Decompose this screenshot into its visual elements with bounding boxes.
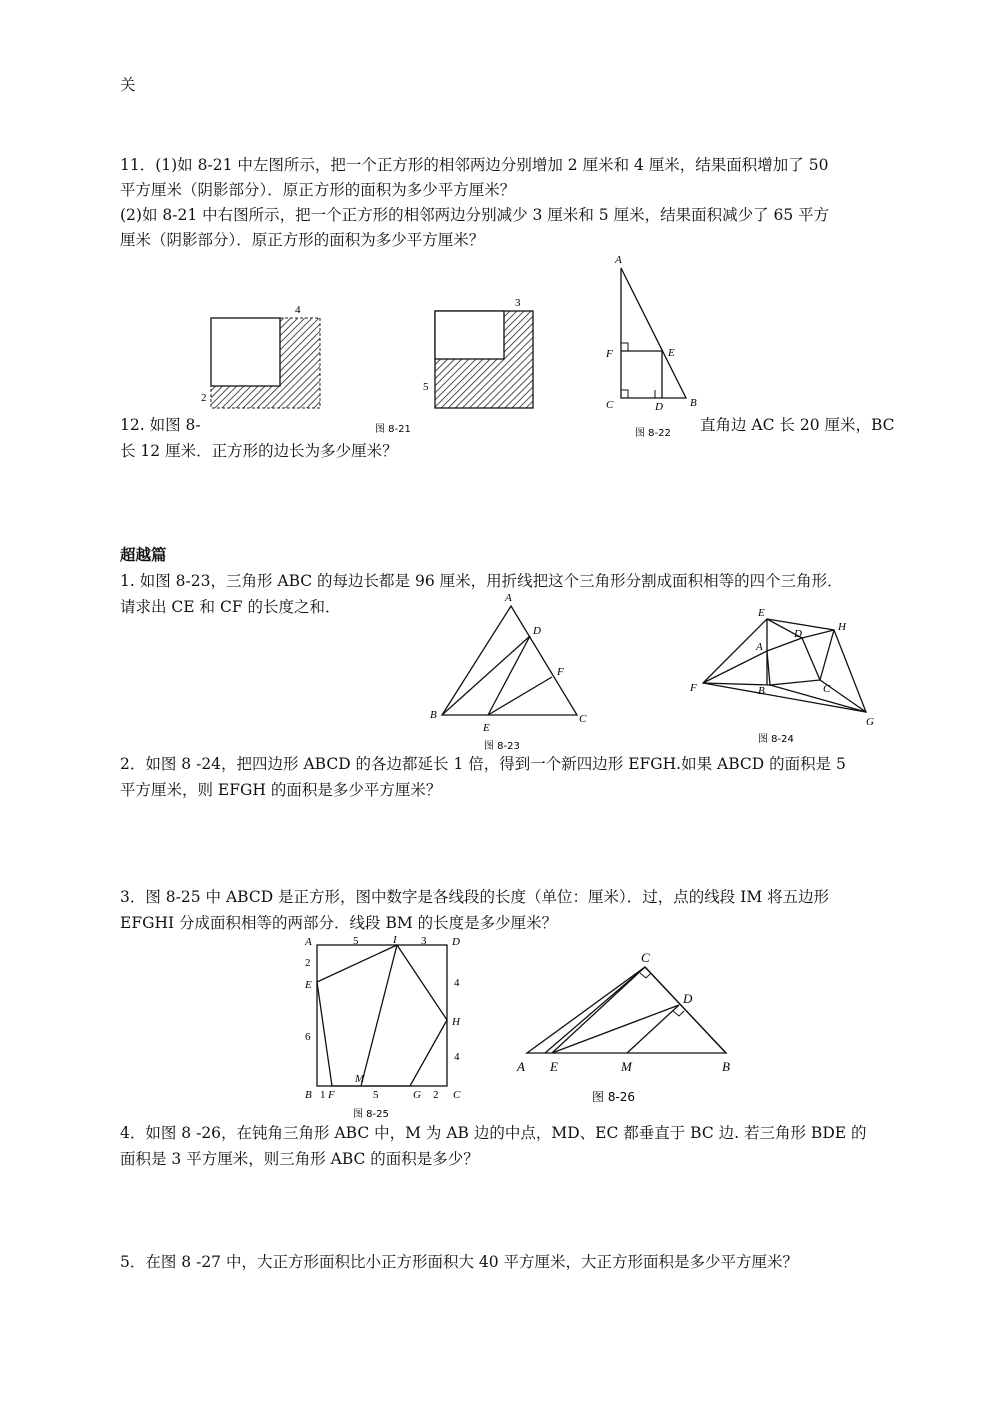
p2-line-2: 平方厘米，则 EFGH 的面积是多少平方厘米？ [120,781,442,799]
fig825-num-EB: 6 [305,1031,311,1043]
fig823-label-A: A [505,592,512,604]
fig826-label-M: M [621,1059,632,1074]
fig825-num-AE: 2 [305,957,311,969]
fig824-label-D: D [794,628,802,640]
p4-line-2: 面积是 3 平方厘米，则三角形 ABC 的面积是多少？ [120,1150,479,1168]
fig825-num-FG: 5 [373,1089,379,1101]
fig824-caption: 图 8-24 [758,734,794,745]
fig825-num-ID: 3 [421,935,427,947]
fig826-label-D: D [683,991,693,1006]
fig825-num-DH: 4 [454,977,460,989]
fig822-label-D: D [655,401,663,413]
fig825-label-A: A [305,936,312,948]
fig821-right-side-label: 5 [423,381,429,393]
section-title: 超越篇 [120,546,167,564]
p1-line-2: 请求出 CE 和 CF 的长度之和． [120,598,341,616]
fig823-label-B: B [430,709,437,721]
q11-line-2: 平方厘米（阴影部分）．原正方形的面积为多少平方厘米？ [120,181,516,199]
fig826-label-E: E [550,1059,558,1074]
fig821-right-top-label: 3 [515,297,521,309]
q11-line-4: 厘米（阴影部分）．原正方形的面积为多少平方厘米？ [120,231,485,249]
fig823-label-D: D [533,625,541,637]
fig821-left-square [211,318,280,386]
fig825-label-I: I [393,934,397,946]
fig821-right-unshaded [435,311,504,359]
fig822-label-F: F [606,348,613,360]
fig825-label-B: B [305,1089,312,1101]
fig821-left-top-label: 4 [295,304,301,316]
fig821-caption: 图 8-21 [375,424,411,435]
fig825-num-BF: 1 [320,1089,326,1101]
fig824-label-B: B [758,685,765,697]
fig825-label-H: H [452,1016,460,1028]
fig825-num-GC: 2 [433,1089,439,1101]
p5-line-1: 5．在图 8 -27 中，大正方形面积比小正方形面积大 40 平方厘米，大正方形面积是多少平方厘米？ [120,1253,799,1271]
fig826-label-B: B [722,1059,730,1074]
fig825-num-HC: 4 [454,1051,460,1063]
top-fragment: 关 [120,76,136,94]
fig823-label-E: E [483,722,490,734]
fig825-label-E: E [305,979,312,991]
fig825-num-AI: 5 [353,935,359,947]
q11-line-1: 11．(1)如 8-21 中左图所示，把一个正方形的相邻两边分别增加 2 厘米和 4 厘米，结果面积增加了 50 [120,156,829,174]
fig825-label-D: D [452,936,460,948]
q12-end: 直角边 AC 长 20 厘米，BC [700,416,895,434]
fig821-left-side-label: 2 [201,392,207,404]
p3-line-2: EFGHI 分成面积相等的两部分．线段 BM 的长度是多少厘米？ [120,914,558,932]
fig823-label-F: F [557,666,564,678]
fig822-caption: 图 8-22 [635,428,671,439]
p1-line-1: 1. 如图 8-23，三角形 ABC 的每边长都是 96 厘米，用折线把这个三角形分割成面积相等的四个三角形． [120,572,843,590]
fig824-label-F: F [690,682,697,694]
fig824-label-A: A [756,641,763,653]
fig822-label-A: A [615,254,622,266]
fig822-label-B: B [690,397,697,409]
q12-line-2: 长 12 厘米．正方形的边长为多少厘米？ [120,442,398,460]
fig824-label-G: G [866,716,874,728]
fig825-label-C: C [453,1089,461,1101]
fig821-left-shaded [211,318,320,408]
fig821-right-square [435,311,533,408]
fig822-label-E: E [668,347,675,359]
q12-start: 12. 如图 8- [120,416,201,434]
p3-line-1: 3．图 8-25 中 ABCD 是正方形，图中数字是各线段的长度（单位：厘米）．过，点的线段 IM 将五边形 [120,888,830,906]
fig824-label-H: H [838,621,846,633]
fig825-label-M: M [355,1073,365,1085]
fig825-label-F: F [328,1089,335,1101]
q11-line-3: (2)如 8-21 中右图所示，把一个正方形的相邻两边分别减少 3 厘米和 5 厘米，结果面积减少了 65 平方 [120,206,830,224]
fig822-label-C: C [606,399,614,411]
fig825-caption: 图 8-25 [353,1109,389,1120]
fig823-caption: 图 8-23 [484,741,520,752]
fig826-caption: 图 8-26 [592,1090,636,1104]
p4-line-1: 4．如图 8 -26，在钝角三角形 ABC 中，M 为 AB 边的中点，MD、EC 都垂直于 BC 边. 若三角形 BDE 的 [120,1124,867,1142]
fig824-label-E: E [758,607,765,619]
fig823-label-C: C [579,713,587,725]
fig824-label-C: C [823,683,831,695]
fig825-label-G: G [413,1089,421,1101]
fig826-label-C: C [641,950,650,965]
fig826-label-A: A [517,1059,525,1074]
p2-line-1: 2．如图 8 -24，把四边形 ABCD 的各边都延长 1 倍，得到一个新四边形 EFGH.如果 ABCD 的面积是 5 [120,755,846,773]
